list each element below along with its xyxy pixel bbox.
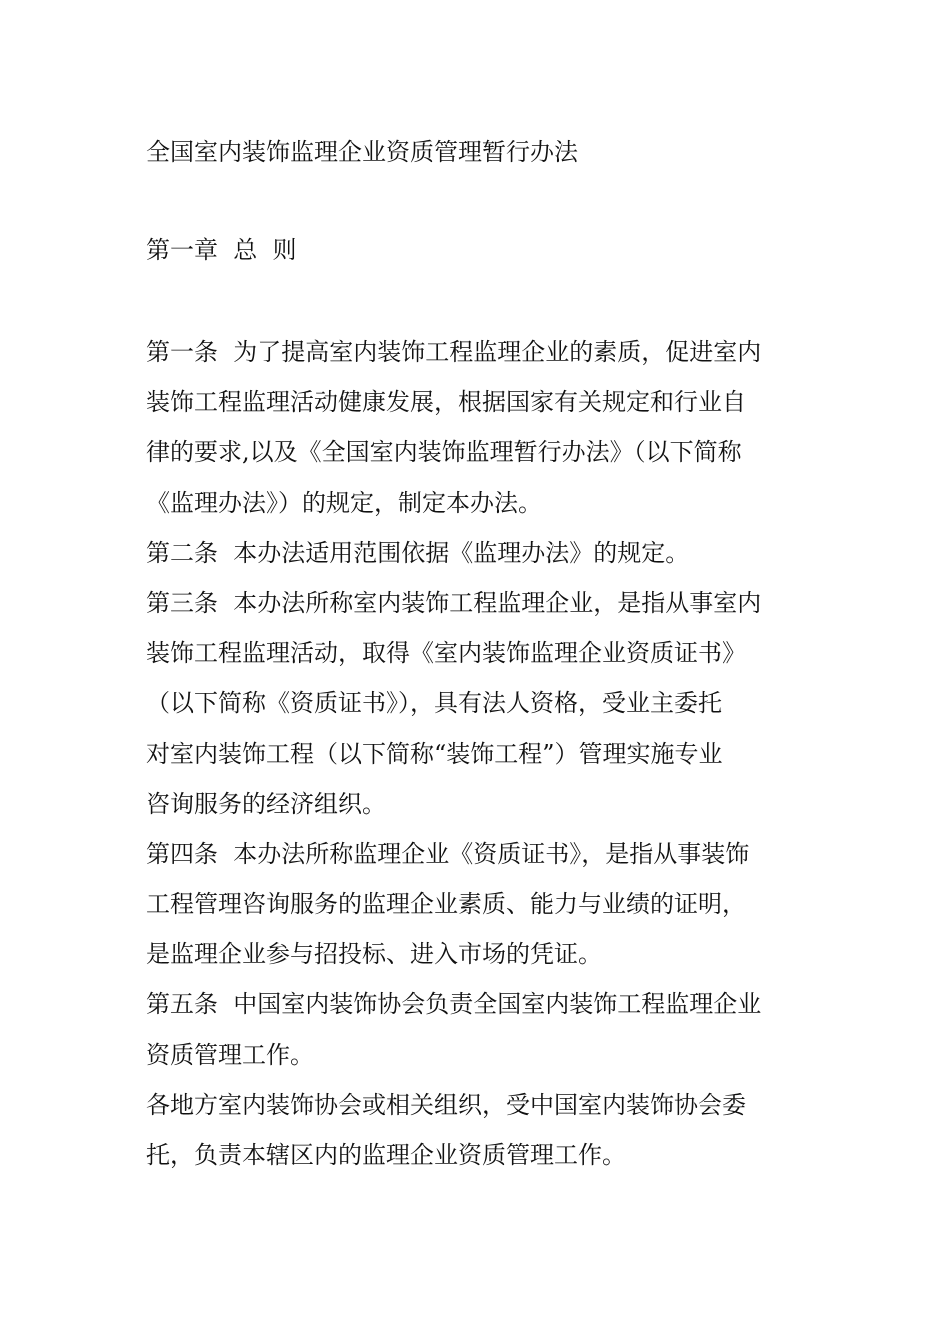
text-line: 是监理企业参与招投标、进入市场的凭证。 (146, 940, 602, 969)
text-line: 第四条 本办法所称监理企业《资质证书》，是指从事装饰 (146, 839, 750, 868)
chapter-heading: 第一章 总 则 (146, 236, 297, 264)
text-line: 装饰工程监理活动健康发展，根据国家有关规定和行业自 (146, 388, 746, 417)
text-line: 资质管理工作。 (146, 1040, 314, 1069)
text-line: 第二条 本办法适用范围依据《监理办法》的规定。 (146, 538, 690, 567)
text-line: 第三条 本办法所称室内装饰工程监理企业，是指从事室内 (146, 588, 762, 617)
document-title: 全国室内装饰监理企业资质管理暂行办法 (146, 138, 578, 166)
text-line: 各地方室内装饰协会或相关组织，受中国室内装饰协会委 (146, 1090, 746, 1119)
text-line: 《监理办法》）的规定，制定本办法。 (146, 488, 542, 517)
text-line: 装饰工程监理活动，取得《室内装饰监理企业资质证书》 (146, 639, 746, 668)
text-line: 对室内装饰工程（以下简称“装饰工程”）管理实施专业 (146, 739, 723, 768)
text-line: 工程管理咨询服务的监理企业素质、能力与业绩的证明， (146, 890, 746, 919)
text-line: 咨询服务的经济组织。 (146, 789, 386, 818)
text-line: 第五条 中国室内装饰协会负责全国室内装饰工程监理企业 (146, 990, 762, 1019)
text-line: （以下简称《资质证书》），具有法人资格，受业主委托 (146, 689, 722, 718)
text-line: 律的要求,以及《全国室内装饰监理暂行办法》（以下简称 (146, 438, 742, 467)
text-line: 托，负责本辖区内的监理企业资质管理工作。 (146, 1141, 626, 1169)
body-text (146, 334, 816, 1187)
text-line: 第一条 为了提高室内装饰工程监理企业的素质，促进室内 (146, 338, 762, 366)
